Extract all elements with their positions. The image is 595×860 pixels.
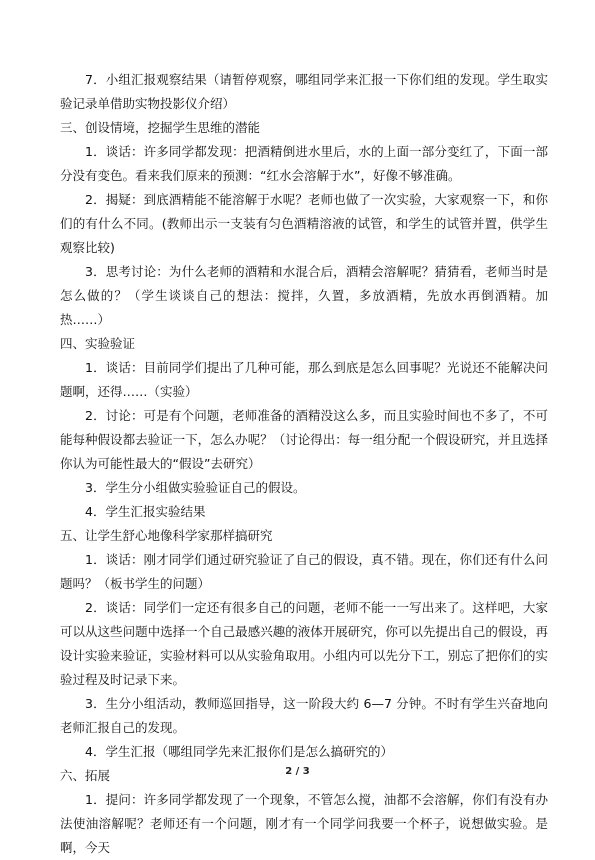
paragraph-item: 1．谈话：刚才同学们通过研究验证了自己的假设，真不错。现在，你们还有什么问题吗？（板书学生的问题）: [60, 552, 548, 591]
paragraph-item: 3．生分小组活动，教师巡回指导，这一阶段大约 6—7 分钟。不时有学生兴奋地向老师汇报自己的发现。: [60, 696, 548, 735]
paragraph-item: 1．提问：许多同学都发现了一个现象，不管怎么搅，油都不会溶解，你们有没有办法使油溶解呢？老师还有一个问题，刚才有一个同学问我要一个杯子，说想做实验。是啊，今天: [60, 792, 548, 855]
section-heading-3: 三、创设情境，挖掘学生思维的潜能: [60, 120, 261, 135]
paragraph-item: 4．学生汇报实验结果: [85, 504, 206, 519]
page-number: 2 / 3: [285, 766, 310, 777]
document-body: [60, 68, 548, 860]
paragraph-item: 3．思考讨论：为什么老师的酒精和水混合后，酒精会溶解呢？猜猜看，老师当时是怎么做的？（学生谈谈自己的想法：搅拌，久置，多放酒精，先放水再倒酒精。加热……）: [60, 264, 548, 327]
paragraph-item: 1．谈话：许多同学都发现：把酒精倒进水里后，水的上面一部分变红了，下面一部分没有变色。看来我们原来的预测：“红水会溶解于水”，好像不够准确。: [60, 144, 548, 183]
paragraph-item: 1．谈话：目前同学们提出了几种可能，那么到底是怎么回事呢？光说还不能解决问题啊，还得……（实验）: [60, 360, 548, 399]
paragraph-item: 2．揭疑：到底酒精能不能溶解于水呢？老师也做了一次实验，大家观察一下，和你们的有什么不同。(教师出示一支装有匀色酒精溶液的试管，和学生的试管并置，供学生观察比较): [60, 192, 548, 255]
section-heading-6: 六、拓展: [60, 768, 111, 783]
paragraph-item: 3．学生分小组做实验验证自己的假设。: [85, 480, 306, 495]
section-heading-5: 五、让学生舒心地像科学家那样搞研究: [60, 528, 273, 543]
section-heading-4: 四、实验验证: [60, 336, 136, 351]
paragraph-item-7: 7．小组汇报观察结果（请暂停观察，哪组同学来汇报一下你们组的发现。学生取实验记录单借助实物投影仪介绍）: [60, 72, 548, 111]
paragraph-item: 2．讨论：可是有个问题，老师准备的酒精没这么多，而且实验时间也不多了，不可能每种假设都去验证一下，怎么办呢？（讨论得出：每一组分配一个假设研究，并且选择你认为可能性最大的“假设”去研究）: [60, 408, 548, 471]
paragraph-item: 2．谈话：同学们一定还有很多自己的问题，老师不能一一写出来了。这样吧，大家可以从这些问题中选择一个自己最感兴趣的液体开展研究，你可以先提出自己的假设，再设计实验来验证，实验材料可以从实验角取用。小组内可以先分下工，别忘了把你们的实验过程及时记录下来。: [60, 600, 548, 687]
paragraph-item: 4．学生汇报（哪组同学先来汇报你们是怎么搞研究的）: [85, 744, 393, 759]
